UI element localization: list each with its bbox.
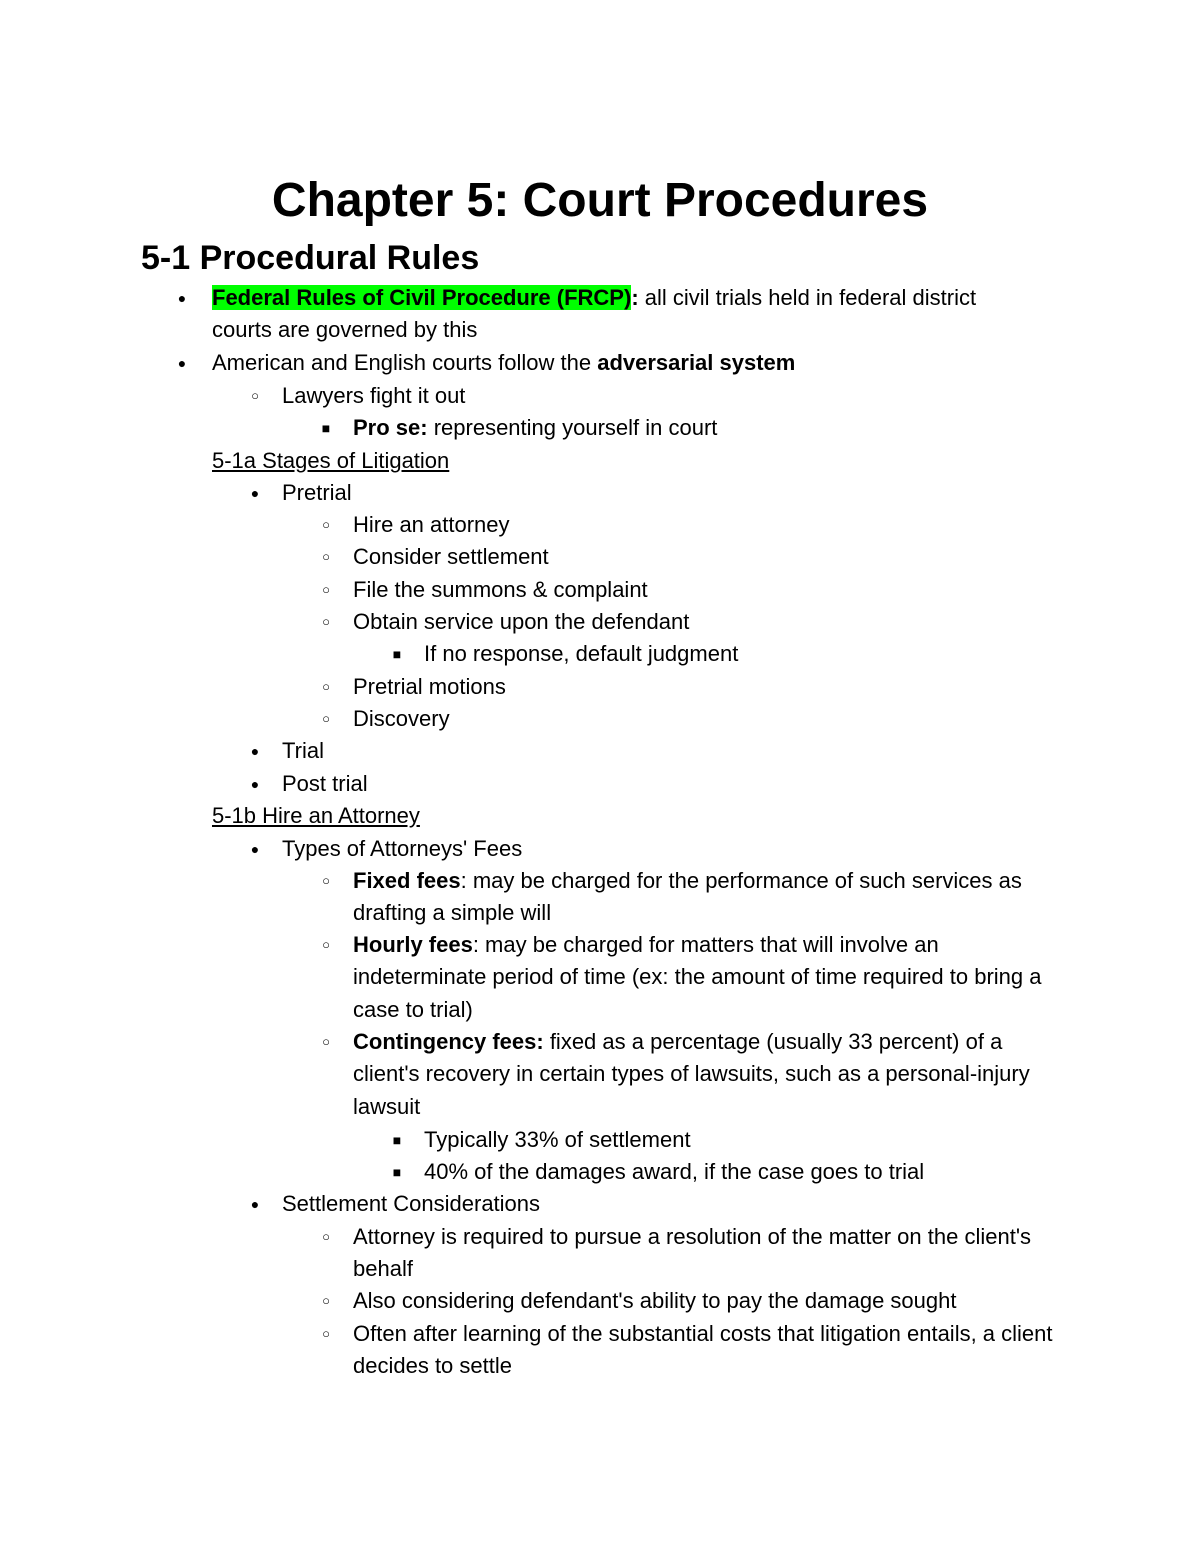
list-item: ○ Contingency fees: fixed as a percentage (usually 33 percent) of a client's recovery in certain types of lawsuits, such as a personal-injury lawsuit <box>353 1026 1058 1123</box>
ring-bullet-icon: ○ <box>322 937 330 952</box>
ring-bullet-icon: ○ <box>322 1326 330 1341</box>
ring-bullet-icon: ○ <box>322 549 330 564</box>
list-item: ○ Consider settlement <box>353 541 1043 573</box>
section-heading: 5-1 Procedural Rules <box>141 239 480 277</box>
ring-bullet-icon: ○ <box>322 517 330 532</box>
bullet-icon: ● <box>177 290 187 306</box>
list-item: ○ Attorney is required to pursue a resolution of the matter on the client's behalf <box>353 1221 1043 1286</box>
bullet-icon: ● <box>250 1196 260 1212</box>
list-item: ○ Fixed fees: may be charged for the performance of such services as drafting a simple will <box>353 865 1053 930</box>
list-item: ○ Obtain service upon the defendant <box>353 606 1043 638</box>
list-item: ● Trial <box>282 735 1042 767</box>
ring-bullet-icon: ○ <box>322 1229 330 1244</box>
list-item: ■ 40% of the damages award, if the case goes to trial <box>424 1156 1044 1188</box>
list-item: ● Pretrial <box>282 477 1042 509</box>
list-item: ○ Often after learning of the substantial costs that litigation entails, a client decides to settle <box>353 1318 1053 1383</box>
ring-bullet-icon: ○ <box>322 679 330 694</box>
bullet-icon: ● <box>250 485 260 501</box>
list-item: ○ Hire an attorney <box>353 509 1043 541</box>
ring-bullet-icon: ○ <box>322 1034 330 1049</box>
list-item: ● Types of Attorneys' Fees <box>282 833 1042 865</box>
ring-bullet-icon: ○ <box>322 711 330 726</box>
list-item: ● Settlement Considerations <box>282 1188 1042 1220</box>
bullet-icon: ● <box>250 841 260 857</box>
ring-bullet-icon: ○ <box>251 388 259 403</box>
ring-bullet-icon: ○ <box>322 873 330 888</box>
ring-bullet-icon: ○ <box>322 582 330 597</box>
list-item: ○ File the summons & complaint <box>353 574 1043 606</box>
list-item: ○ Also considering defendant's ability to pay the damage sought <box>353 1285 1043 1317</box>
list-item: ● Federal Rules of Civil Procedure (FRCP): all civil trials held in federal district courts are governed by this <box>212 282 1042 347</box>
square-bullet-icon: ■ <box>392 1132 402 1148</box>
list-item: ● Post trial <box>282 768 1042 800</box>
square-bullet-icon: ■ <box>392 646 402 662</box>
list-item: ● American and English courts follow the adversarial system <box>212 347 1042 379</box>
square-bullet-icon: ■ <box>392 1164 402 1180</box>
list-item: ■ If no response, default judgment <box>424 638 1044 670</box>
list-item: ■ Pro se: representing yourself in court <box>353 412 1043 444</box>
page-title: Chapter 5: Court Procedures <box>271 174 929 227</box>
list-item: ○ Hourly fees: may be charged for matters that will involve an indeterminate period of time (ex: the amount of time required to bring a case to trial) <box>353 929 1053 1026</box>
ring-bullet-icon: ○ <box>322 1293 330 1308</box>
ring-bullet-icon: ○ <box>322 614 330 629</box>
subsection-heading: 5-1b Hire an Attorney <box>212 803 420 828</box>
highlighted-term: Federal Rules of Civil Procedure (FRCP) <box>212 285 632 310</box>
list-item: ○ Discovery <box>353 703 1043 735</box>
bullet-icon: ● <box>177 355 187 371</box>
list-item: ■ Typically 33% of settlement <box>424 1124 1044 1156</box>
square-bullet-icon: ■ <box>321 420 331 436</box>
list-item: ○ Lawyers fight it out <box>282 380 1042 412</box>
bullet-icon: ● <box>250 743 260 759</box>
list-item: ○ Pretrial motions <box>353 671 1043 703</box>
bullet-icon: ● <box>250 776 260 792</box>
subsection-heading: 5-1a Stages of Litigation <box>212 448 450 473</box>
